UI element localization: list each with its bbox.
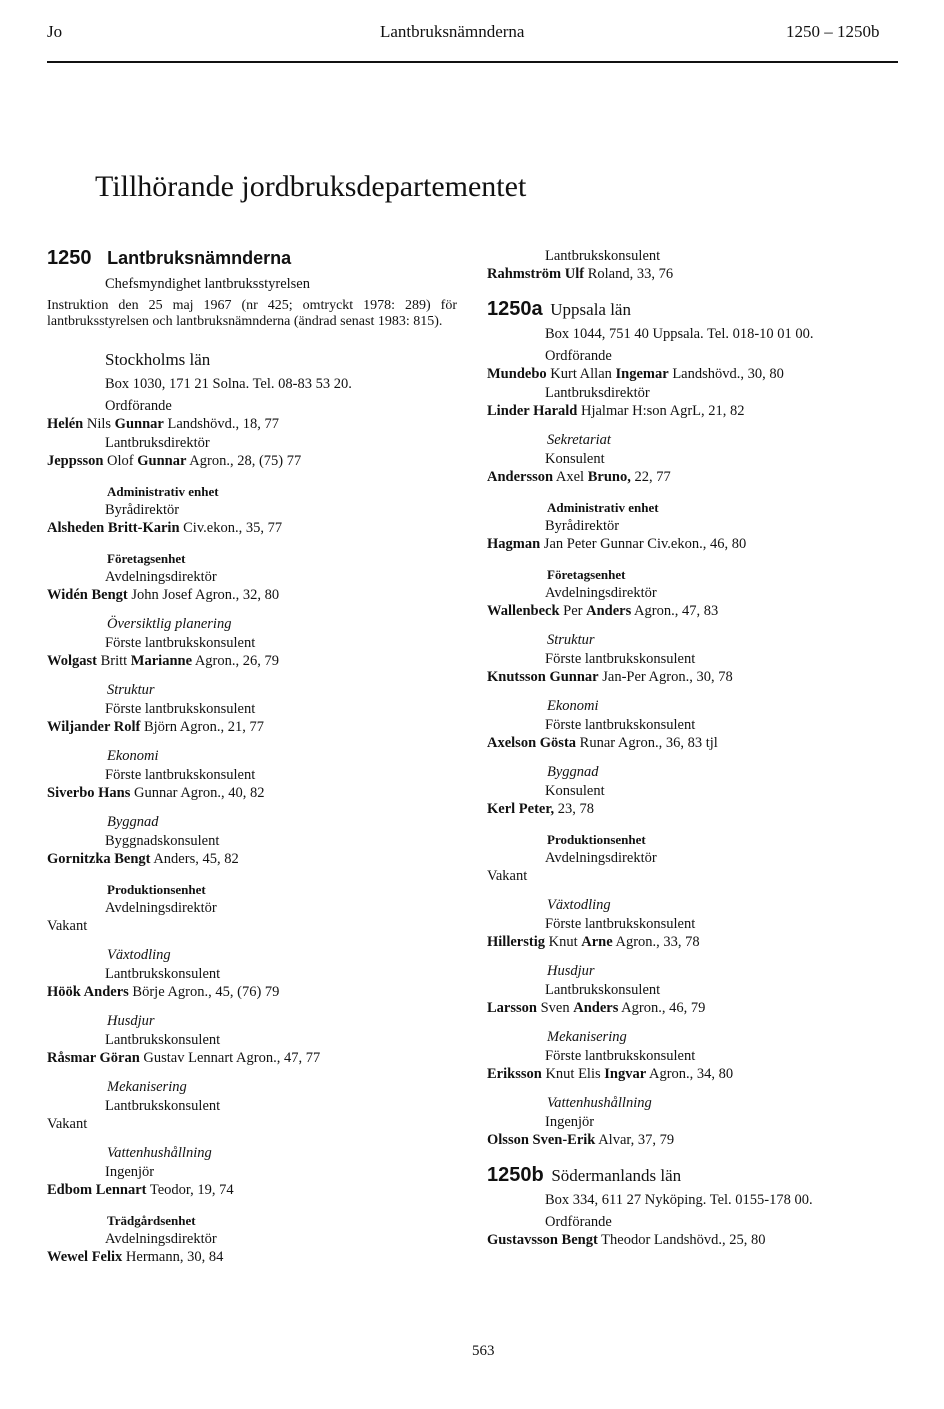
role-title: Förste lantbrukskonsulent xyxy=(545,916,696,932)
person-surname: Kerl Peter, xyxy=(487,801,555,817)
person-details: Anders, 45, 82 xyxy=(150,851,239,867)
role-title: Avdelningsdirektör xyxy=(105,1231,217,1247)
person-entry xyxy=(47,851,457,868)
person-entry xyxy=(47,984,457,1001)
person-details: Theodor Landshövd., 25, 80 xyxy=(597,1232,766,1248)
subunit-heading: Ekonomi xyxy=(107,748,159,764)
role-title: Konsulent xyxy=(545,451,605,467)
person-callname: Gunnar xyxy=(114,416,164,432)
header-left: Jo xyxy=(47,22,63,41)
role-title: Konsulent xyxy=(545,783,605,799)
person-surname: Hillerstig xyxy=(487,934,545,950)
section-name: Lantbruksnämnderna xyxy=(107,248,292,268)
person-surname: Helén xyxy=(47,416,84,432)
subunit-heading: Översiktlig planering xyxy=(107,616,232,632)
unit-heading: Administrativ enhet xyxy=(547,500,659,515)
subunit-heading: Vattenhushållning xyxy=(547,1095,652,1111)
role-title: Förste lantbrukskonsulent xyxy=(545,651,696,667)
person-surname: Hagman xyxy=(487,536,541,552)
section-name: Södermanlands län xyxy=(551,1166,682,1185)
subunit-heading: Mekanisering xyxy=(107,1079,187,1095)
section-name: Uppsala län xyxy=(550,300,631,319)
unit-heading: Trädgårdsenhet xyxy=(107,1213,196,1228)
person-surname: Widén Bengt xyxy=(47,587,128,603)
person-surname: Alsheden Britt-Karin xyxy=(47,520,180,536)
person-surname: Råsmar Göran xyxy=(47,1050,140,1066)
person-entry xyxy=(487,669,814,686)
person-surname: Wewel Felix xyxy=(47,1249,123,1265)
person-surname: Olsson Sven-Erik xyxy=(487,1132,596,1148)
person-details: Gunnar Agron., 40, 82 xyxy=(130,785,265,801)
role-title: Avdelningsdirektör xyxy=(105,569,217,585)
section-1250a-heading xyxy=(487,297,814,323)
subunit-heading: Växtodling xyxy=(107,947,171,963)
county-name: Stockholms län xyxy=(105,350,211,369)
person-surname: Rahmström Ulf xyxy=(487,266,585,282)
person-given: Britt xyxy=(96,653,131,669)
person-details: Agron., 26, 79 xyxy=(192,653,280,669)
person-entry xyxy=(47,719,457,736)
address: Box 1044, 751 40 Uppsala. Tel. 018-10 01 00. xyxy=(545,326,814,342)
left-entry-list xyxy=(47,398,457,1266)
person-entry xyxy=(47,1050,457,1067)
person-given: Per xyxy=(559,603,587,619)
person-details: Landshövd., 30, 80 xyxy=(668,366,784,382)
header-rule xyxy=(47,61,898,63)
person-callname: Ingvar xyxy=(604,1066,647,1082)
person-given: Kurt Allan xyxy=(546,366,616,382)
person-entry xyxy=(47,587,457,604)
person-surname: Larsson xyxy=(487,1000,537,1016)
person-details: Hermann, 30, 84 xyxy=(122,1249,224,1265)
person-entry xyxy=(487,266,814,283)
person-given: Sven xyxy=(536,1000,574,1016)
subunit-heading: Husdjur xyxy=(107,1013,155,1029)
person-given: Jan Peter Gunnar xyxy=(540,536,644,552)
section-number: 1250b xyxy=(487,1164,544,1186)
person-surname: Gustavsson Bengt xyxy=(487,1232,598,1248)
person-details: Civ.ekon., 35, 77 xyxy=(179,520,283,536)
role-title: Ordförande xyxy=(545,348,612,364)
person-entry xyxy=(487,366,814,383)
person-entry xyxy=(487,1000,814,1017)
unit-heading: Företagsenhet xyxy=(547,567,626,582)
right-b-entry-list xyxy=(487,1214,814,1249)
person-details: Alvar, 37, 79 xyxy=(595,1132,675,1148)
person-details: Landshövd., 18, 77 xyxy=(163,416,280,432)
subunit-heading: Byggnad xyxy=(547,764,599,780)
address: Box 334, 611 27 Nyköping. Tel. 0155-178 00. xyxy=(545,1192,813,1208)
right-top-entry-list xyxy=(487,248,814,283)
role-title: Förste lantbrukskonsulent xyxy=(105,701,256,717)
role-title: Avdelningsdirektör xyxy=(105,900,217,916)
person-details: Agron., 33, 78 xyxy=(612,934,700,950)
person-surname: Jeppsson xyxy=(47,453,104,469)
person-callname: Bruno, xyxy=(587,469,631,485)
person-entry xyxy=(47,785,457,802)
person-entry xyxy=(487,1132,814,1149)
person-callname: Gunnar xyxy=(137,453,187,469)
person-given: Knut Elis xyxy=(541,1066,605,1082)
person-given: Olof xyxy=(103,453,138,469)
subunit-heading: Vattenhushållning xyxy=(107,1145,212,1161)
subunit-heading: Struktur xyxy=(547,632,595,648)
role-title: Lantbrukskonsulent xyxy=(105,1098,221,1114)
section-1250b-heading xyxy=(487,1163,814,1189)
person-details: Civ.ekon., 46, 80 xyxy=(643,536,747,552)
subunit-heading: Struktur xyxy=(107,682,155,698)
subunit-heading: Husdjur xyxy=(547,963,595,979)
role-title: Ordförande xyxy=(545,1214,612,1230)
person-entry xyxy=(487,1066,814,1083)
person-details: Agron., 34, 80 xyxy=(646,1066,734,1082)
unit-heading: Produktionsenhet xyxy=(547,832,646,847)
person-surname: Gornitzka Bengt xyxy=(47,851,151,867)
section-number: 1250 xyxy=(47,247,92,269)
role-title: Förste lantbrukskonsulent xyxy=(105,767,256,783)
vacant-text: Vakant xyxy=(47,918,88,934)
role-title: Lantbrukskonsulent xyxy=(545,248,661,264)
person-details: Hjalmar H:son AgrL, 21, 82 xyxy=(577,403,745,419)
person-details: Jan-Per Agron., 30, 78 xyxy=(598,669,733,685)
person-details: Runar Agron., 36, 83 tjl xyxy=(576,735,718,751)
person-surname: Knutsson Gunnar xyxy=(487,669,599,685)
role-title: Förste lantbrukskonsulent xyxy=(105,635,256,651)
person-entry xyxy=(487,735,814,752)
person-surname: Mundebo xyxy=(487,366,547,382)
subunit-heading: Byggnad xyxy=(107,814,159,830)
person-details: Gustav Lennart Agron., 47, 77 xyxy=(139,1050,321,1066)
role-title: Förste lantbrukskonsulent xyxy=(545,717,696,733)
page-title: Tillhörande jordbruksdepartementet xyxy=(95,170,527,203)
person-entry xyxy=(47,1182,457,1199)
address: Box 1030, 171 21 Solna. Tel. 08-83 53 20. xyxy=(105,376,352,392)
role-title: Byggnadskonsulent xyxy=(105,833,220,849)
unit-heading: Produktionsenhet xyxy=(107,882,206,897)
person-entry xyxy=(487,1232,814,1249)
role-title: Byrådirektör xyxy=(545,518,620,534)
person-callname: Anders xyxy=(573,1000,619,1016)
person-entry xyxy=(47,1249,457,1266)
role-title: Lantbruksdirektör xyxy=(105,435,210,451)
right-column xyxy=(487,243,814,1249)
role-title: Förste lantbrukskonsulent xyxy=(545,1048,696,1064)
person-callname: Anders xyxy=(586,603,632,619)
person-entry xyxy=(47,453,457,470)
header-right: 1250 – 1250b xyxy=(786,22,880,41)
person-given: Knut xyxy=(545,934,582,950)
instruction-text: Instruktion den 25 maj 1967 (nr 425; omtryckt 1978: 289) för lantbruksstyrelsen och lantbruksnämnderna (ändrad senast 1983: 815). xyxy=(47,298,457,329)
person-surname: Wiljander Rolf xyxy=(47,719,141,735)
person-entry xyxy=(487,469,814,486)
vacant-text: Vakant xyxy=(47,1116,88,1132)
person-details: John Josef Agron., 32, 80 xyxy=(127,587,280,603)
person-callname: Ingemar xyxy=(615,366,669,382)
role-title: Ingenjör xyxy=(105,1164,155,1180)
person-entry xyxy=(47,520,457,537)
authority: Chefsmyndighet lantbruksstyrelsen xyxy=(105,276,310,292)
section-number: 1250a xyxy=(487,298,543,320)
role-title: Ordförande xyxy=(105,398,172,414)
role-title: Lantbrukskonsulent xyxy=(105,966,221,982)
section-1250-heading xyxy=(47,246,457,272)
person-surname: Wallenbeck xyxy=(487,603,560,619)
person-entry xyxy=(47,653,457,670)
person-entry xyxy=(487,536,814,553)
person-details: Börje Agron., 45, (76) 79 xyxy=(128,984,280,1000)
person-details: Agron., 46, 79 xyxy=(618,1000,706,1016)
person-surname: Edbom Lennart xyxy=(47,1182,147,1198)
person-given: Axel xyxy=(553,469,588,485)
role-title: Avdelningsdirektör xyxy=(545,850,657,866)
person-surname: Höök Anders xyxy=(47,984,129,1000)
person-surname: Andersson xyxy=(487,469,554,485)
page-number: 563 xyxy=(472,1343,495,1359)
person-details: Roland, 33, 76 xyxy=(584,266,674,282)
person-entry xyxy=(487,934,814,951)
person-details: 23, 78 xyxy=(554,801,594,817)
person-callname: Marianne xyxy=(130,653,193,669)
person-surname: Eriksson xyxy=(487,1066,542,1082)
person-details: Teodor, 19, 74 xyxy=(146,1182,234,1198)
person-callname: Arne xyxy=(581,934,613,950)
subunit-heading: Mekanisering xyxy=(547,1029,627,1045)
role-title: Lantbrukskonsulent xyxy=(545,982,661,998)
person-surname: Wolgast xyxy=(47,653,97,669)
role-title: Ingenjör xyxy=(545,1114,595,1130)
subunit-heading: Växtodling xyxy=(547,897,611,913)
person-entry xyxy=(487,801,814,818)
person-details: Björn Agron., 21, 77 xyxy=(140,719,264,735)
person-details: Agron., 28, (75) 77 xyxy=(186,453,302,469)
person-entry xyxy=(487,603,814,620)
role-title: Avdelningsdirektör xyxy=(545,585,657,601)
person-surname: Axelson Gösta xyxy=(487,735,577,751)
right-a-entry-list xyxy=(487,348,814,1149)
subunit-heading: Ekonomi xyxy=(547,698,599,714)
left-column xyxy=(47,246,457,1266)
role-title: Byrådirektör xyxy=(105,502,180,518)
person-given: Nils xyxy=(83,416,115,432)
role-title: Lantbruksdirektör xyxy=(545,385,650,401)
person-entry xyxy=(487,403,814,420)
header-center: Lantbruksnämnderna xyxy=(380,22,525,41)
unit-heading: Administrativ enhet xyxy=(107,484,219,499)
person-surname: Siverbo Hans xyxy=(47,785,131,801)
unit-heading: Företagsenhet xyxy=(107,551,186,566)
person-entry xyxy=(47,416,457,433)
person-surname: Linder Harald xyxy=(487,403,578,419)
vacant-text: Vakant xyxy=(487,868,528,884)
subunit-heading: Sekretariat xyxy=(547,432,611,448)
person-details: Agron., 47, 83 xyxy=(631,603,719,619)
person-details: 22, 77 xyxy=(630,469,671,485)
role-title: Lantbrukskonsulent xyxy=(105,1032,221,1048)
